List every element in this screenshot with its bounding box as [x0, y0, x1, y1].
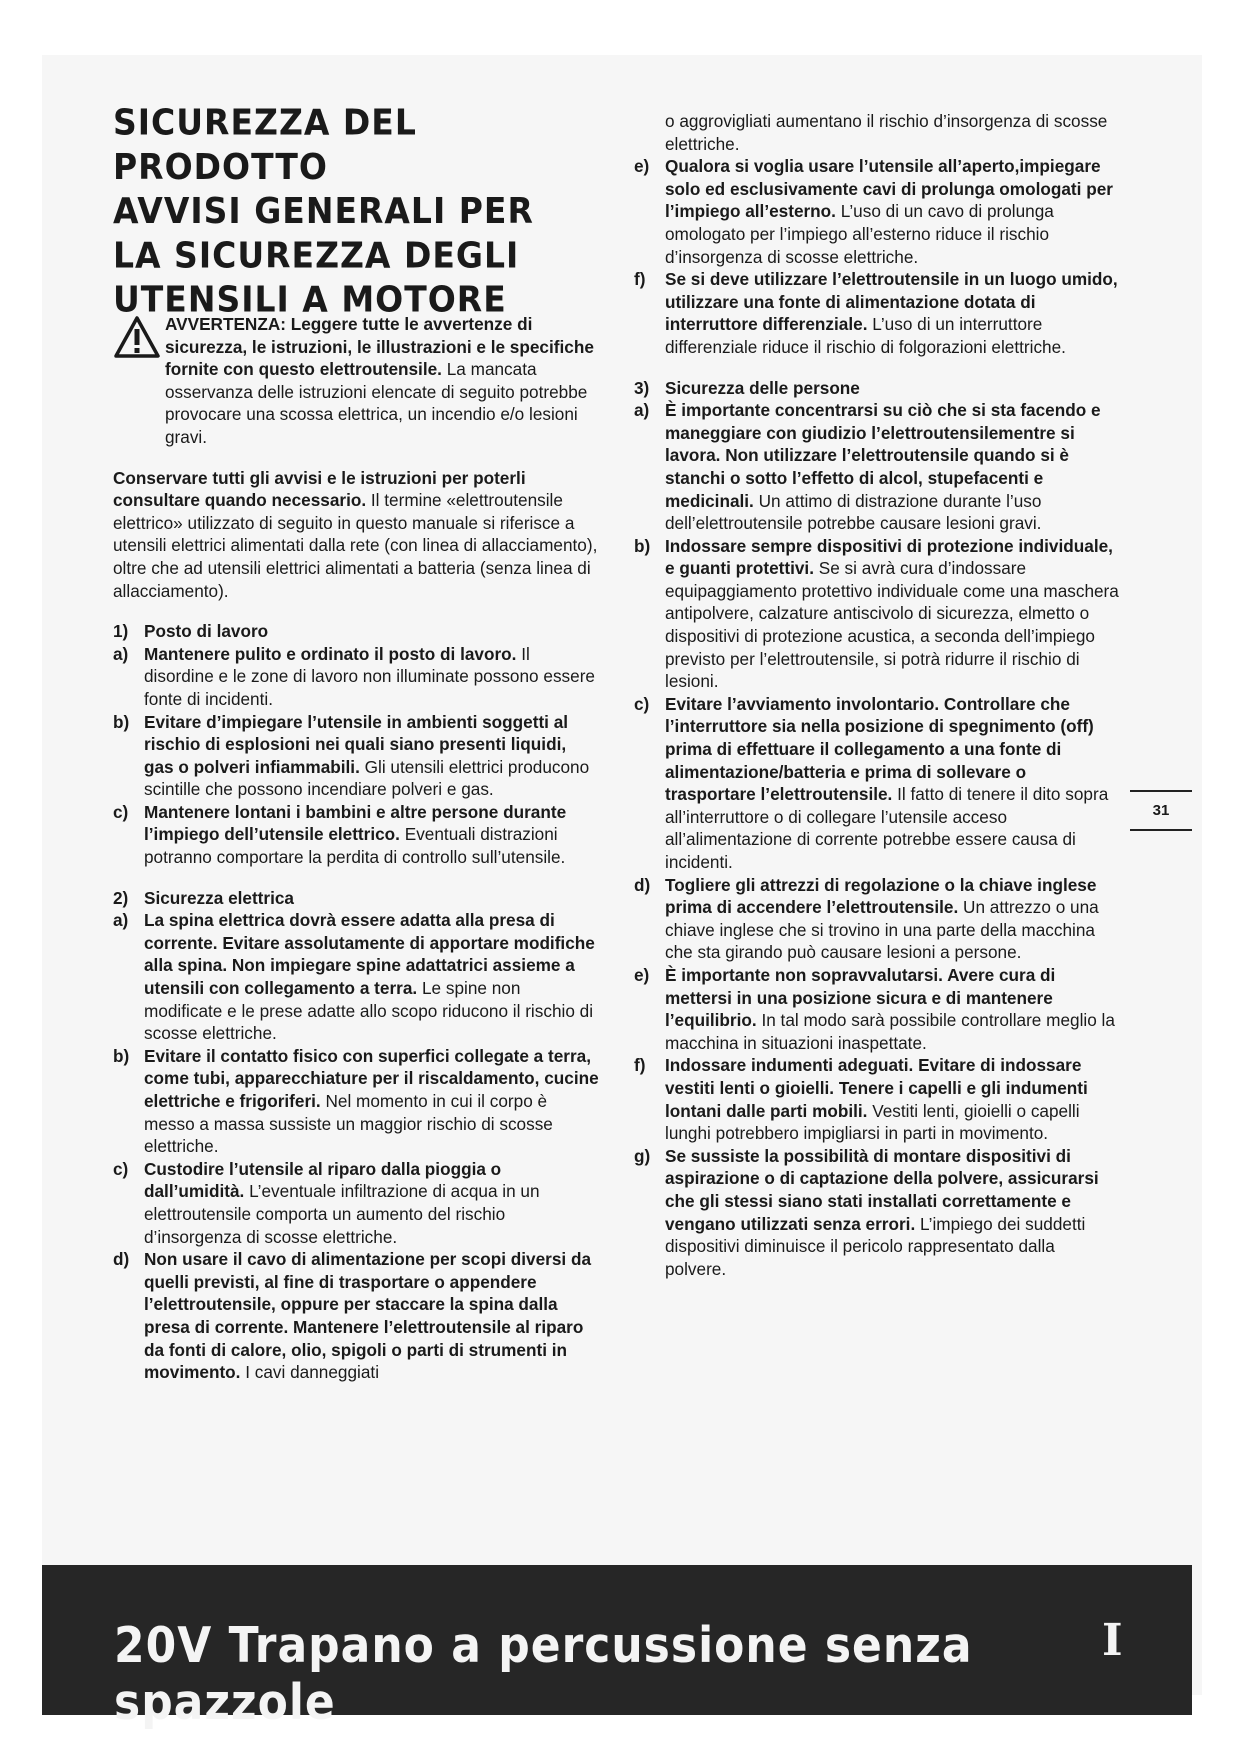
- list-item: a) La spina elettrica dovrà essere adatta alla presa di corrente. Evitare assolutamente di apportare modifiche alla spina. Non impiegare spine adattatrici assieme a utensili con collegamento a terra. Le spine non modificate e le prese adatte allo scopo riducono il rischio di scosse elettriche.: [113, 910, 595, 1044]
- list-item: a) Mantenere pulito e ordinato il posto di lavoro. Il disordine e le zone di lavoro non illuminate possono essere fonte di incidenti.: [113, 643, 595, 709]
- list-item: e) È importante non sopravvalutarsi. Avere cura di mettersi in una posizione sicura e di mantenere l’equilibrio. In tal modo sarà possibile controllare meglio la macchina in situazioni inaspettate.: [634, 964, 1115, 1053]
- continued-text: o aggrovigliati aumentano il rischio d’insorgenza di scosse elettriche.: [665, 111, 1108, 154]
- warning-bold-text: AVVERTENZA: Leggere tutte le avvertenze di sicurezza, le istruzioni, le illustrazioni e le specifiche fornite con questo elettroutensile.: [165, 314, 594, 380]
- list-item: b) Evitare il contatto fisico con superfici collegate a terra, come tubi, apparecchiature per il riscaldamento, cucine elettriche e frigoriferi. Nel momento in cui il corpo è messo a massa sussiste un maggior rischio di scosse elettriche.: [113, 1045, 599, 1157]
- footer-banner: [42, 1565, 1192, 1732]
- list-item: f) Indossare indumenti adeguati. Evitare di indossare vestiti lenti o gioielli. Tenere i capelli e gli indumenti lontani dalle parti mobili. Vestiti lenti, gioielli o capelli lunghi potrebbero impigliarsi in parti in movimento.: [634, 1055, 1088, 1144]
- language-marker: I: [1102, 1615, 1123, 1666]
- list-item: c) Mantenere lontani i bambini e altre persone durante l’impiego dell’utensile elettrico. Eventuali distrazioni potranno comportare la perdita di controllo sull’utensile.: [113, 801, 567, 868]
- list-item: c) Custodire l’utensile al riparo dalla pioggia o dall’umidità. L’eventuale infiltrazione di acqua in un elettroutensile comporta un aumento del rischio d’insorgenza di scosse elettriche.: [113, 1158, 540, 1247]
- section-heading: 3) Sicurezza delle persone: [634, 377, 860, 398]
- conserve-text: Il termine «elettroutensile elettrico» utilizzato di seguito in questo manuale si riferisce a utensili elettrici alimentati dalla rete (con linea di allacciamento), oltre che ad utensili elettrici alimentati a batteria (senza linea di allacciamento).: [113, 490, 598, 601]
- list-item: d) Non usare il cavo di alimentazione per scopi diversi da quelli previsti, al fine di trasportare o appendere l’elettroutensile, oppure per staccare la spina dalla presa di corrente. Mantenere l’elettroutensile al riparo da fonti di calore, olio, spigoli o parti di strumenti in movimento. I cavi danneggiati: [113, 1249, 592, 1383]
- conserve-paragraph: [113, 467, 600, 603]
- warning-text: La mancata osservanza delle istruzioni elencate di seguito potrebbe provocare una scossa elettrica, un incendio e/o lesioni gravi.: [165, 359, 588, 447]
- warning-triangle-icon: [113, 315, 161, 359]
- page-title: [113, 100, 600, 321]
- page-number: 31: [1152, 802, 1170, 819]
- page-number-block: [1130, 790, 1192, 831]
- left-column: [113, 100, 600, 1384]
- title-line: PRODOTTO: [113, 145, 328, 188]
- product-title: 20V Trapano a percussione senza spazzole: [114, 1617, 973, 1732]
- list-item: g) Se sussiste la possibilità di montare dispositivi di aspirazione o di captazione della polvere, assicurarsi che gli stessi siano stati installati correttamente e vengano utilizzati senza errori. L’impiego dei suddetti dispositivi diminuisce il pericolo rappresentato dalla polvere.: [634, 1145, 1099, 1279]
- divider: [1130, 829, 1192, 831]
- title-line: LA SICUREZZA DEGLI: [113, 233, 520, 277]
- list-item: b) Indossare sempre dispositivi di protezione individuale, e guanti protettivi. Se si avrà cura d’indossare equipaggiamento protettivo individuale come una maschera antipolvere, calzature antiscivolo di sicurezza, elmetto o dispositivi di protezione acustica, a seconda dell’impiego previsto per l’elettroutensile, si potrà ridurre il rischio di lesioni.: [634, 535, 1119, 692]
- title-line: SICUREZZA DEL: [113, 101, 417, 144]
- section-heading: 1) Posto di lavoro: [113, 621, 269, 642]
- list-item: f) Se si deve utilizzare l’elettroutensile in un luogo umido, utilizzare una fonte di alimentazione dotata di interruttore differenziale. L’uso di un interruttore differenziale riduce il rischio di folgorazioni elettriche.: [634, 269, 1118, 357]
- title-line: UTENSILI A MOTORE: [113, 278, 507, 321]
- title-line: AVVISI GENERALI PER: [113, 189, 534, 232]
- section-heading: 2) Sicurezza elettrica: [113, 887, 294, 908]
- list-item: c) Evitare l’avviamento involontario. Controllare che l’interruttore sia nella posizione di spegnimento (off) prima di effettuare il collegamento a una fonte di alimentazione/batteria e prima di sollevare o trasportare l’elettroutensile. Il fatto di tenere il dito sopra all’interruttore o di collegare l’utensile acceso all’alimentazione di corrente potrebbe essere causa di incidenti.: [634, 693, 1109, 872]
- list-item: a) È importante concentrarsi su ciò che si sta facendo e maneggiare con giudizio l’elettroutensilementre si lavora. Non utilizzare l’elettroutensile quando si è stanchi o sotto l’effetto di alcol, stupefacenti e medicinali. Un attimo di distrazione durante l’uso dell’elettroutensile potrebbe causare lesioni gravi.: [634, 400, 1101, 534]
- list-item: d) Togliere gli attrezzi di regolazione o la chiave inglese prima di accendere l’elettroutensile. Un attrezzo o una chiave inglese che si trovino in una parte della macchina che sta girando può causare lesioni a persone.: [634, 874, 1099, 963]
- conserve-bold: Conservare tutti gli avvisi e le istruzioni per poterli consultare quando necessario.: [113, 467, 526, 511]
- list-item: b) Evitare d’impiegare l’utensile in ambienti soggetti al rischio di esplosioni nei quali siano presenti liquidi, gas o polveri infiammabili. Gli utensili elettrici producono scintille che possono incendiare polveri e gas.: [113, 711, 590, 800]
- list-item: e) Qualora si voglia usare l’utensile all’aperto,impiegare solo ed esclusivamente cavi di prolunga omologati per l’impiego all’esterno. L’uso di un cavo di prolunga omologato per l’impiego all’esterno riduce il rischio d’insorgenza di scosse elettriche.: [634, 156, 1113, 267]
- right-column: [634, 110, 1119, 1280]
- warning-block: [113, 313, 600, 449]
